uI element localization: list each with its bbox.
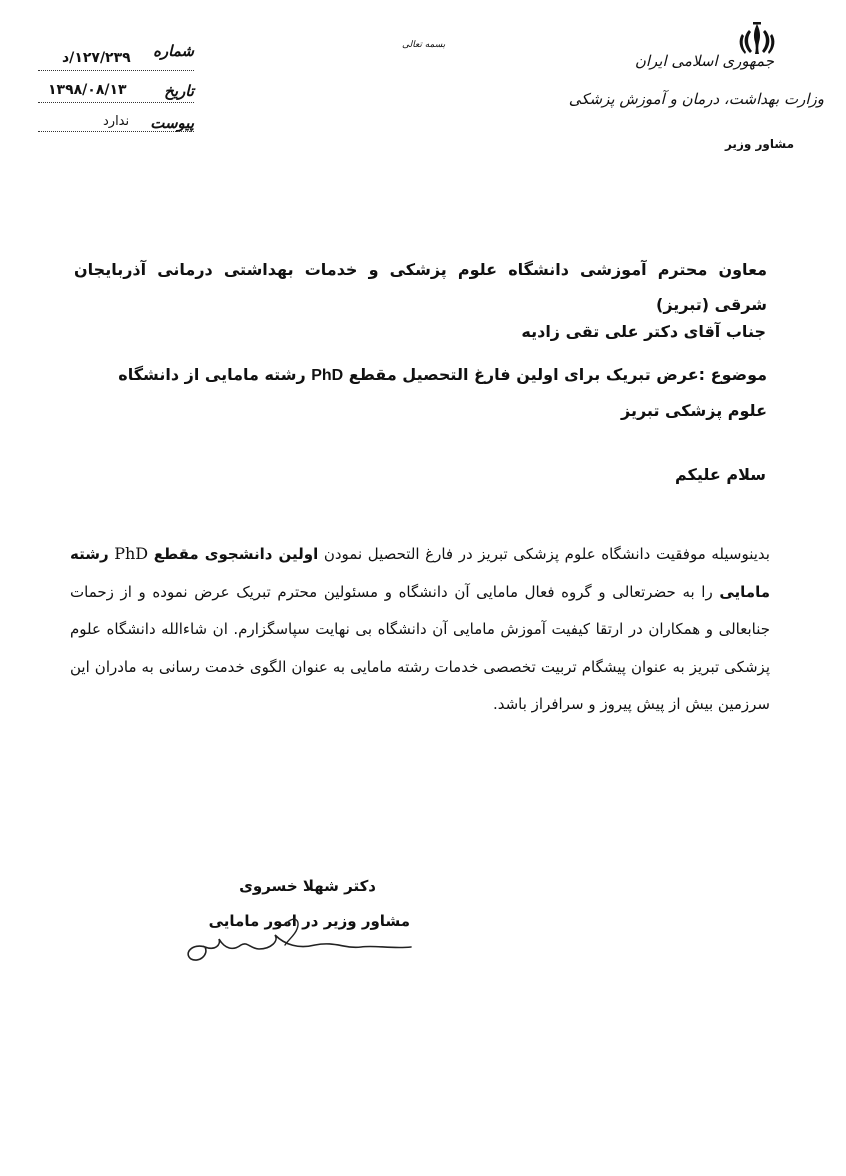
subject-degree: PhD bbox=[311, 367, 344, 384]
letter-date-rule bbox=[38, 102, 194, 103]
body-part-1: بدینوسیله موفقیت دانشگاه علوم پزشکی تبریز در فارغ التحصیل نمودن bbox=[318, 545, 770, 563]
body-bold-1: اولین دانشجوی مقطع bbox=[153, 545, 319, 563]
signatory-name: دکتر شهلا خسروی bbox=[239, 877, 376, 895]
subject-suffix: رشته مامایی از دانشگاه علوم پزشکی تبریز bbox=[118, 365, 767, 420]
attachment-label: پیوست bbox=[150, 114, 194, 132]
greeting: سلام علیکم bbox=[674, 465, 766, 484]
invocation: بسمه تعالی bbox=[402, 40, 446, 50]
handwritten-signature-icon bbox=[175, 905, 415, 975]
ministry-name: وزارت بهداشت، درمان و آموزش پزشکی bbox=[568, 90, 824, 108]
letter-number-label: شماره bbox=[153, 42, 194, 60]
body-bold-2: رشته مامایی bbox=[70, 545, 770, 601]
office-name: مشاور وزیر bbox=[724, 137, 794, 151]
letter-date-value: ۱۳۹۸/۰۸/۱۳ bbox=[48, 82, 127, 98]
body-degree: PhD bbox=[114, 544, 149, 563]
body-part-2: را به حضرتعالی و گروه فعال مامایی آن دانشگاه و مسئولین محترم تبریک عرض نموده و از زحمات جنابعالی و همکاران در ارتقا کیفیت آموزش مامایی آن دانشگاه بی نهایت سپاسگزارم. ان شاءالله دانشگاه علوم پزشکی تبریز به عنوان پیشگام تربیت تخصصی خدمات رشته مامایی به عنوان الگوی خدمت رسانی به مادران این سرزمین بیش از پیش پیروز و سرافراز باشد. bbox=[70, 582, 770, 713]
addressee-name: جناب آقای دکتر علی تقی زادیه bbox=[521, 322, 766, 341]
subject-line bbox=[74, 357, 767, 428]
subject-prefix: موضوع :عرض تبریک برای اولین فارغ التحصیل مقطع bbox=[343, 365, 767, 384]
letter-number-rule bbox=[38, 70, 194, 71]
attachment-value: ندارد bbox=[103, 114, 130, 129]
letter-number-value: ۱۲۷/۲۳۹/د bbox=[62, 50, 131, 66]
letter-date-label: تاریخ bbox=[164, 82, 194, 100]
signatory-title: مشاور وزیر در امور مامایی bbox=[208, 912, 410, 930]
attachment-rule bbox=[38, 131, 194, 132]
addressee-title: معاون محترم آموزشی دانشگاه علوم پزشکی و خدمات بهداشتی درمانی آذربایجان شرقی (تبریز) bbox=[74, 260, 767, 314]
government-name: جمهوری اسلامی ایران bbox=[634, 52, 774, 70]
letter-body bbox=[70, 535, 770, 724]
